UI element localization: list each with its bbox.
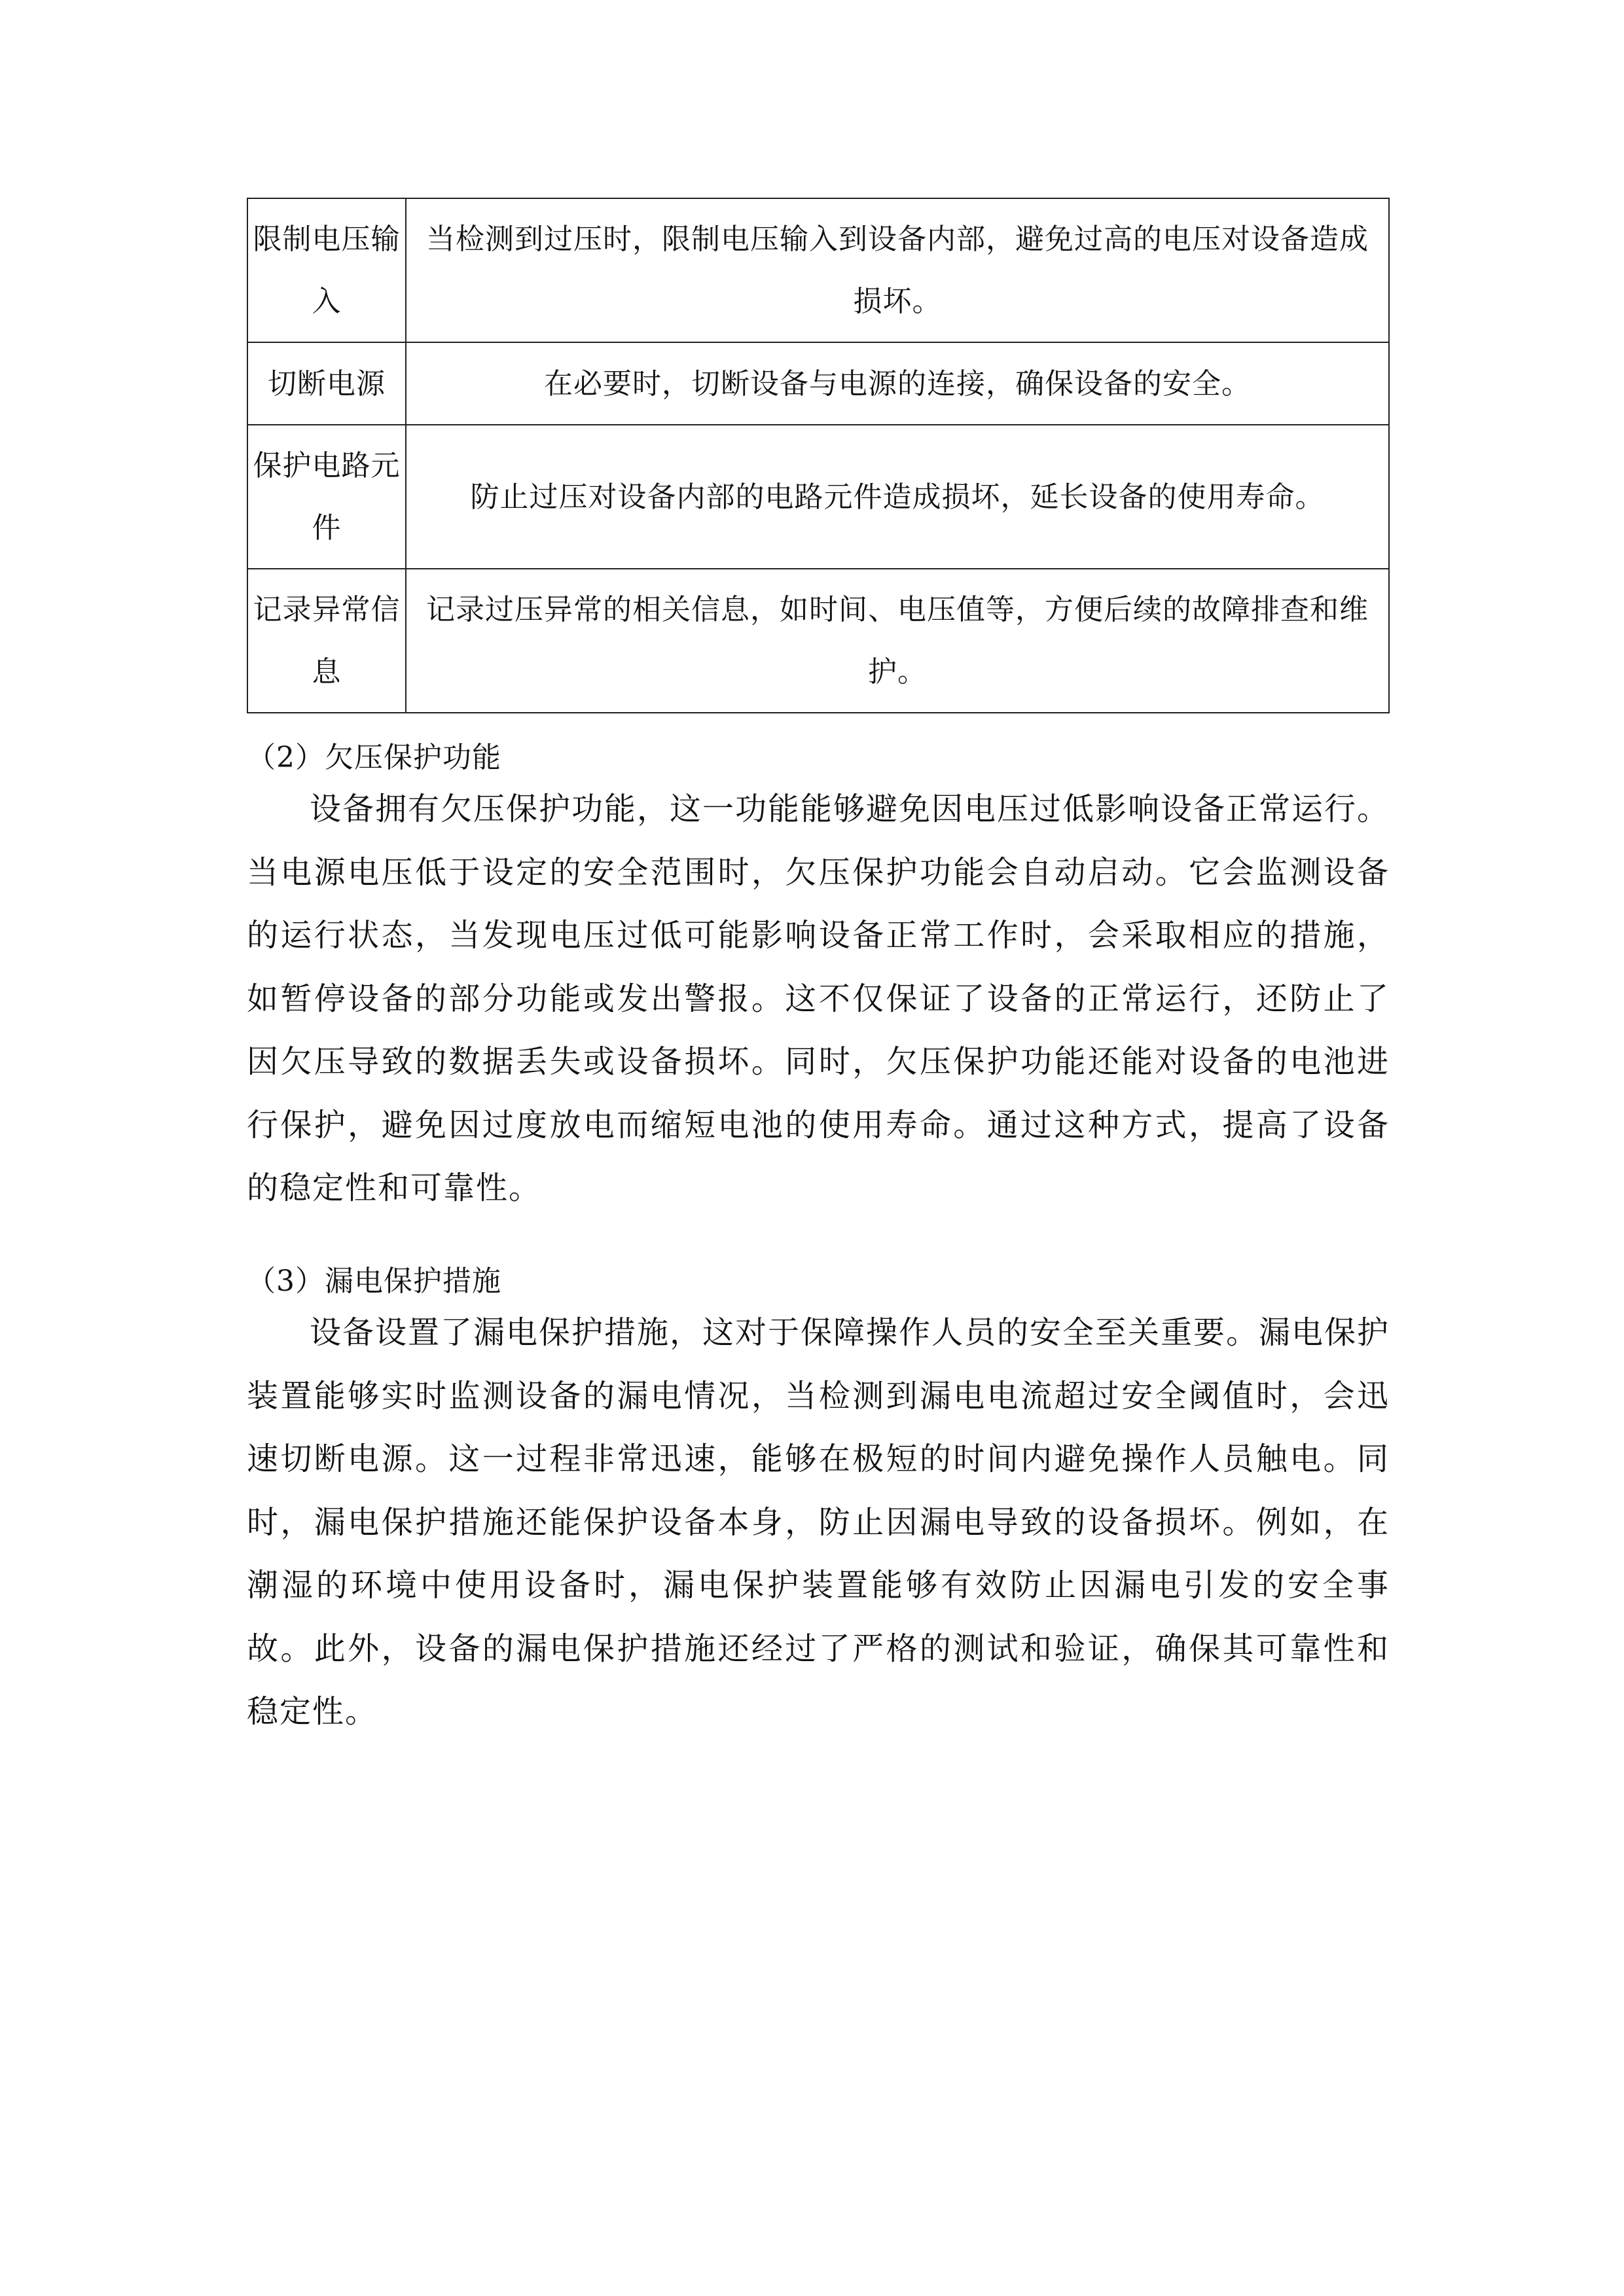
function-desc-cell: 记录过压异常的相关信息，如时间、电压值等，方便后续的故障排查和维护。 xyxy=(406,569,1389,713)
function-desc-cell: 当检测到过压时，限制电压输入到设备内部，避免过高的电压对设备造成损坏。 xyxy=(406,198,1389,342)
overvoltage-function-table xyxy=(247,198,1390,713)
function-name-cell: 保护电路元件 xyxy=(247,425,406,569)
table-row xyxy=(247,425,1389,569)
undervoltage-paragraph: 设备拥有欠压保护功能，这一功能能够避免因电压过低影响设备正常运行。当电源电压低于设定的安全范围时，欠压保护功能会自动启动。它会监测设备的运行状态，当发现电压过低可能影响设备正常工作时，会采取相应的措施，如暂停设备的部分功能或发出警报。这不仅保证了设备的正常运行，还防止了因欠压导致的数据丢失或设备损坏。同时，欠压保护功能还能对设备的电池进行保护，避免因过度放电而缩短电池的使用寿命。通过这种方式，提高了设备的稳定性和可靠性。 xyxy=(247,791,1390,1206)
table-row xyxy=(247,569,1389,713)
undervoltage-heading: （2）欠压保护功能 xyxy=(247,741,501,774)
table-row xyxy=(247,342,1389,425)
function-name-cell: 限制电压输入 xyxy=(247,198,406,342)
leakage-paragraph: 设备设置了漏电保护措施，这对于保障操作人员的安全至关重要。漏电保护装置能够实时监测设备的漏电情况，当检测到漏电电流超过安全阈值时，会迅速切断电源。这一过程非常迅速，能够在极短的时间内避免操作人员触电。同时，漏电保护措施还能保护设备本身，防止因漏电导致的设备损坏。例如，在潮湿的环境中使用设备时，漏电保护装置能够有效防止因漏电引发的安全事故。此外，设备的漏电保护措施还经过了严格的测试和验证，确保其可靠性和稳定性。 xyxy=(247,1314,1390,1730)
function-name-cell: 切断电源 xyxy=(247,342,406,425)
function-desc-cell: 在必要时，切断设备与电源的连接，确保设备的安全。 xyxy=(406,342,1389,425)
function-name-cell: 记录异常信息 xyxy=(247,569,406,713)
leakage-heading: （3）漏电保护措施 xyxy=(247,1265,501,1298)
table-row xyxy=(247,198,1389,342)
function-desc-cell: 防止过压对设备内部的电路元件造成损坏，延长设备的使用寿命。 xyxy=(406,425,1389,569)
